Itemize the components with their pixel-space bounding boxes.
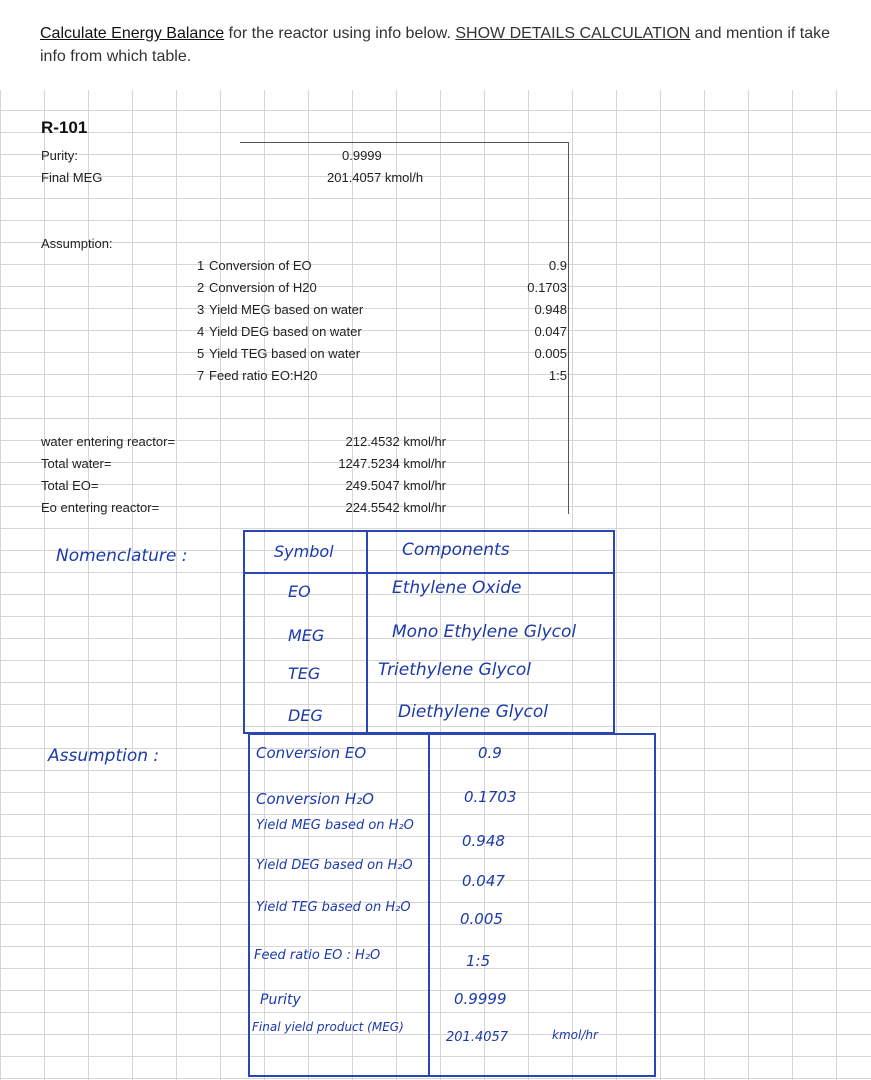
question-part-3: SHOW DETAILS CALCULATION	[455, 25, 691, 42]
assumption-value: 0.948	[534, 302, 567, 317]
assumption-column-divider	[428, 733, 430, 1077]
nomenclature-heading: Nomenclature :	[56, 546, 188, 566]
assumption-row	[197, 280, 569, 302]
assumption-row	[197, 302, 569, 324]
reactor-title: R-101	[41, 118, 88, 137]
assumption-cell-value: 1:5	[466, 952, 491, 970]
components-header: Components	[402, 540, 510, 560]
flow-value: 212.4532 kmol/hr	[345, 434, 446, 449]
assumption-cell-label: Feed ratio EO : H₂O	[254, 948, 381, 963]
assumption-num: 7	[197, 368, 205, 383]
flow-value: 224.5542 kmol/hr	[345, 500, 446, 515]
assumption-cell-value: 0.047	[462, 872, 505, 890]
flow-label: water entering reactor=	[41, 434, 176, 449]
component-cell: Triethylene Glycol	[378, 660, 531, 680]
assumption-num: 1	[197, 258, 205, 273]
component-cell: Diethylene Glycol	[398, 702, 549, 722]
symbol-cell: TEG	[288, 664, 321, 683]
assumption-label: Conversion of H20	[209, 280, 317, 295]
assumption-value: 0.1703	[527, 280, 567, 295]
assumption-cell-label: Conversion H₂O	[256, 790, 374, 808]
assumption-label: Feed ratio EO:H20	[209, 368, 318, 383]
question-part-2: for the reactor using info below.	[224, 25, 456, 42]
assumption-handwritten-heading: Assumption :	[48, 746, 160, 766]
assumption-cell-label: Purity	[260, 992, 301, 1008]
final-meg-label: Final MEG	[41, 170, 103, 185]
assumption-value: 1:5	[548, 368, 567, 383]
flow-value: 249.5047 kmol/hr	[345, 478, 446, 493]
component-cell: Mono Ethylene Glycol	[392, 622, 577, 642]
symbol-header: Symbol	[274, 542, 334, 561]
component-cell: Ethylene Oxide	[392, 578, 522, 598]
question-text	[40, 22, 860, 68]
assumption-cell-value: 0.005	[460, 910, 503, 928]
assumption-cell-label: Yield MEG based on H₂O	[256, 818, 414, 833]
assumption-num: 5	[197, 346, 205, 361]
flow-label: Eo entering reactor=	[41, 500, 160, 515]
assumption-num: 2	[197, 280, 205, 295]
assumption-cell-value: 0.948	[462, 832, 505, 850]
assumption-heading: Assumption:	[41, 236, 113, 251]
assumption-value: 0.047	[534, 324, 567, 339]
nomenclature-header-divider	[243, 572, 613, 574]
assumption-label: Conversion of EO	[209, 258, 312, 273]
assumption-label: Yield MEG based on water	[209, 302, 364, 317]
assumption-num: 4	[197, 324, 205, 339]
assumption-row	[197, 258, 569, 280]
assumption-cell-value: 0.9	[478, 744, 502, 762]
assumption-cell-value: 201.4057	[446, 1030, 509, 1045]
question-part-4: and mention if take info from which table.	[40, 25, 830, 65]
table-top-border	[240, 142, 568, 143]
assumption-cell-label: Conversion EO	[256, 744, 367, 762]
assumption-cell-value: 0.9999	[454, 990, 507, 1008]
flow-value: 1247.5234 kmol/hr	[338, 456, 446, 471]
symbol-cell: EO	[288, 582, 311, 601]
assumption-value: 0.9	[548, 258, 567, 273]
flow-label: Total water=	[41, 456, 112, 471]
assumption-row	[197, 324, 569, 346]
assumption-cell-unit: kmol/hr	[552, 1028, 598, 1042]
assumption-row	[197, 346, 569, 368]
question-header	[0, 0, 871, 90]
assumption-cell-label: Yield DEG based on H₂O	[256, 858, 413, 873]
assumption-cell-label: Yield TEG based on H₂O	[256, 900, 411, 915]
final-meg-value: 201.4057 kmol/h	[327, 170, 424, 185]
assumption-label: Yield DEG based on water	[209, 324, 362, 339]
symbol-cell: DEG	[288, 706, 323, 725]
assumption-cell-label: Final yield product (MEG)	[252, 1020, 404, 1034]
assumption-value: 0.005	[534, 346, 567, 361]
assumption-label: Yield TEG based on water	[209, 346, 361, 361]
symbol-cell: MEG	[288, 626, 325, 645]
assumption-row	[197, 368, 569, 390]
question-part-1: Calculate Energy Balance	[40, 25, 225, 42]
purity-value: 0.9999	[342, 148, 382, 163]
assumption-cell-value: 0.1703	[464, 788, 517, 806]
flow-label: Total EO=	[41, 478, 99, 493]
purity-label: Purity:	[41, 148, 78, 163]
nomenclature-column-divider	[366, 530, 368, 734]
assumption-num: 3	[197, 302, 205, 317]
